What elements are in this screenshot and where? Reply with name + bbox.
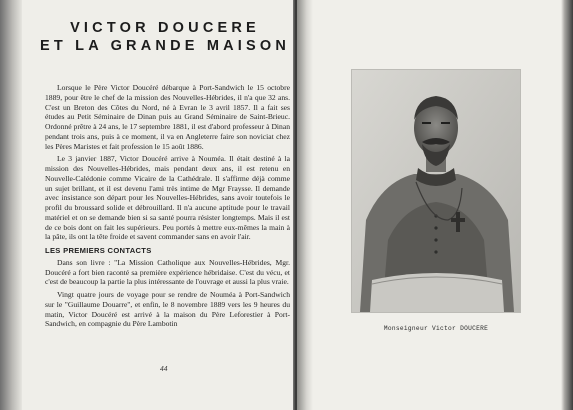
left-page-edge — [0, 0, 22, 410]
page-number: 44 — [160, 364, 168, 373]
section-heading: LES PREMIERS CONTACTS — [45, 246, 152, 255]
right-page-edge — [561, 0, 573, 410]
body-paragraph: Lorsque le Père Victor Doucéré débarque à Port-Sandwich le 15 octobre 1889, pour être le chef de la mission des Nouvelles-Hébrides, il n'a que 32 ans. C'est un Breton des Côtes du Nord, né à Evran le 3 avril 1857. Il a fait ses études au Petit Séminaire de Dinan puis au Grand Séminaire de Saint-Brieuc. Ordonné prêtre à 24 ans, le 17 septembre 1881, il est d'abord professeur à Dinan pendant trois ans, puis à ce moment, il va en Angleterre faire son noviciat chez les Pères Maristes et fait profession le 15 août 1886. — [45, 83, 290, 151]
chapter-title-line-2: ET LA GRANDE MAISON — [40, 38, 291, 54]
right-page-gutter — [297, 0, 313, 410]
body-paragraph: Vingt quatre jours de voyage pour se rendre de Nouméa à Port-Sandwich sur le "Guillaume Douarre", et enfin, le 8 novembre 1889 vers les 9 heures du matin, Victor Doucéré est arrivé à la maison du Père Leforestier à Port-Sandwich, en compagnie du Père Lambotin — [45, 290, 290, 329]
portrait-photo — [352, 70, 520, 312]
portrait-illustration — [352, 70, 520, 312]
photo-caption: Monseigneur Victor DOUCERE — [383, 325, 489, 332]
body-paragraph: Dans son livre : "La Mission Catholique aux Nouvelles-Hébrides, Mgr. Doucéré a fort bien raconté sa première expérience hébridaise. C'est du vécu, et c'est de beaucoup la partie la plus intéressante de l'ouvrage et aussi la plus vraie. — [45, 257, 290, 287]
chapter-title-line-1: VICTOR DOUCERE — [70, 20, 260, 36]
body-paragraph: Le 3 janvier 1887, Victor Doucéré arrive à Nouméa. Il était destiné à la mission des Nouvelles-Hébrides, mais pendant deux ans, il est retenu en Nouvelle-Calédonie comme Vicaire de la Cathédrale. Il s'affirme déjà comme un sujet brillant, et il est devenu l'ami très intime de Mgr Fraysse. Il demande avec insistance son départ pour les Nouvelles-Hébrides, sans avoir toutefois le profil du broussard solide et débrouillard. Il n'a aucune aptitude pour le travail matériel et on se demande bien si sa santé pourra résister longtemps. Mais il est de ce bois dont on fait les supérieurs. Peu portés à mettre eux-mêmes la main à la pâte, ils ont la tête froide et savent commander sans en avoir l'air. — [45, 154, 290, 242]
chapter-body — [45, 83, 290, 332]
